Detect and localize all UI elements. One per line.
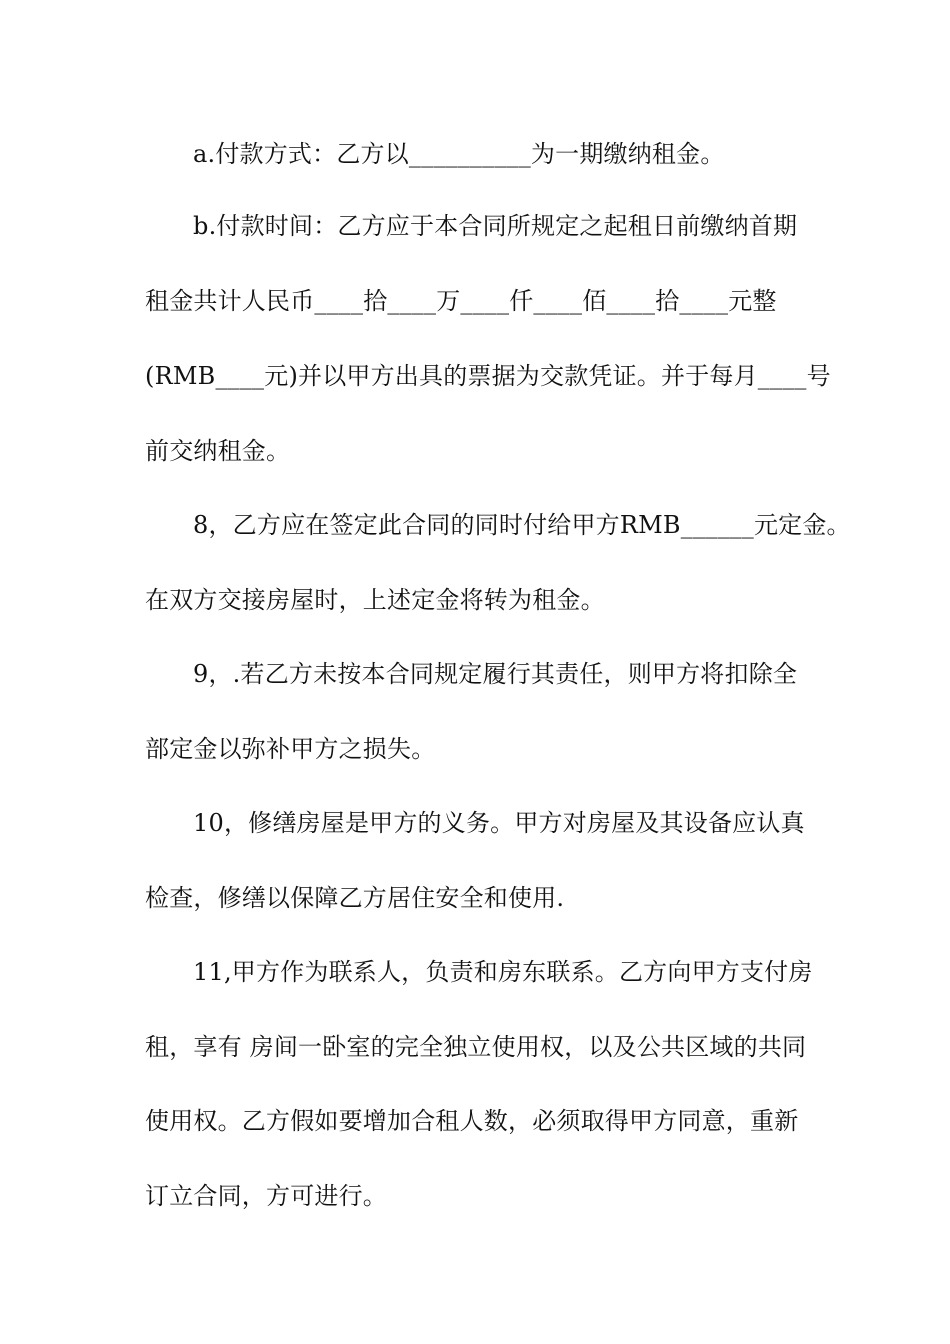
clause-10-line-1: 10，修缮房屋是甲方的义务。甲方对房屋及其设备应认真 — [193, 809, 805, 837]
paragraph-b-payment-time-line-1: b.付款时间：乙方应于本合同所规定之起租日前缴纳首期 — [193, 212, 798, 240]
clause-11-line-4: 订立合同，方可进行。 — [145, 1182, 387, 1210]
clause-10-line-2: 检查，修缮以保障乙方居住安全和使用. — [145, 884, 565, 912]
clause-8-line-2: 在双方交接房屋时，上述定金将转为租金。 — [145, 586, 605, 614]
paragraph-b-payment-time-line-2: 租金共计人民币____拾____万____仟____佰____拾____元整 — [145, 287, 777, 315]
clause-8-line-1: 8，乙方应在签定此合同的同时付给甲方RMB______元定金。 — [193, 511, 851, 539]
clause-11-line-3: 使用权。乙方假如要增加合租人数，必须取得甲方同意，重新 — [145, 1107, 799, 1135]
paragraph-b-payment-time-line-3: (RMB____元)并以甲方出具的票据为交款凭证。并于每月____号 — [145, 362, 831, 390]
clause-9-line-1: 9，.若乙方未按本合同规定履行其责任，则甲方将扣除全 — [193, 660, 798, 688]
clause-11-line-1: 11,甲方作为联系人，负责和房东联系。乙方向甲方支付房 — [193, 958, 813, 986]
paragraph-a-payment-method: a.付款方式：乙方以__________为一期缴纳租金。 — [193, 140, 725, 168]
clause-11-line-2: 租，享有 房间一卧室的完全独立使用权，以及公共区域的共同 — [145, 1033, 807, 1061]
clause-9-line-2: 部定金以弥补甲方之损失。 — [145, 735, 436, 763]
paragraph-b-payment-time-line-4: 前交纳租金。 — [145, 437, 291, 465]
